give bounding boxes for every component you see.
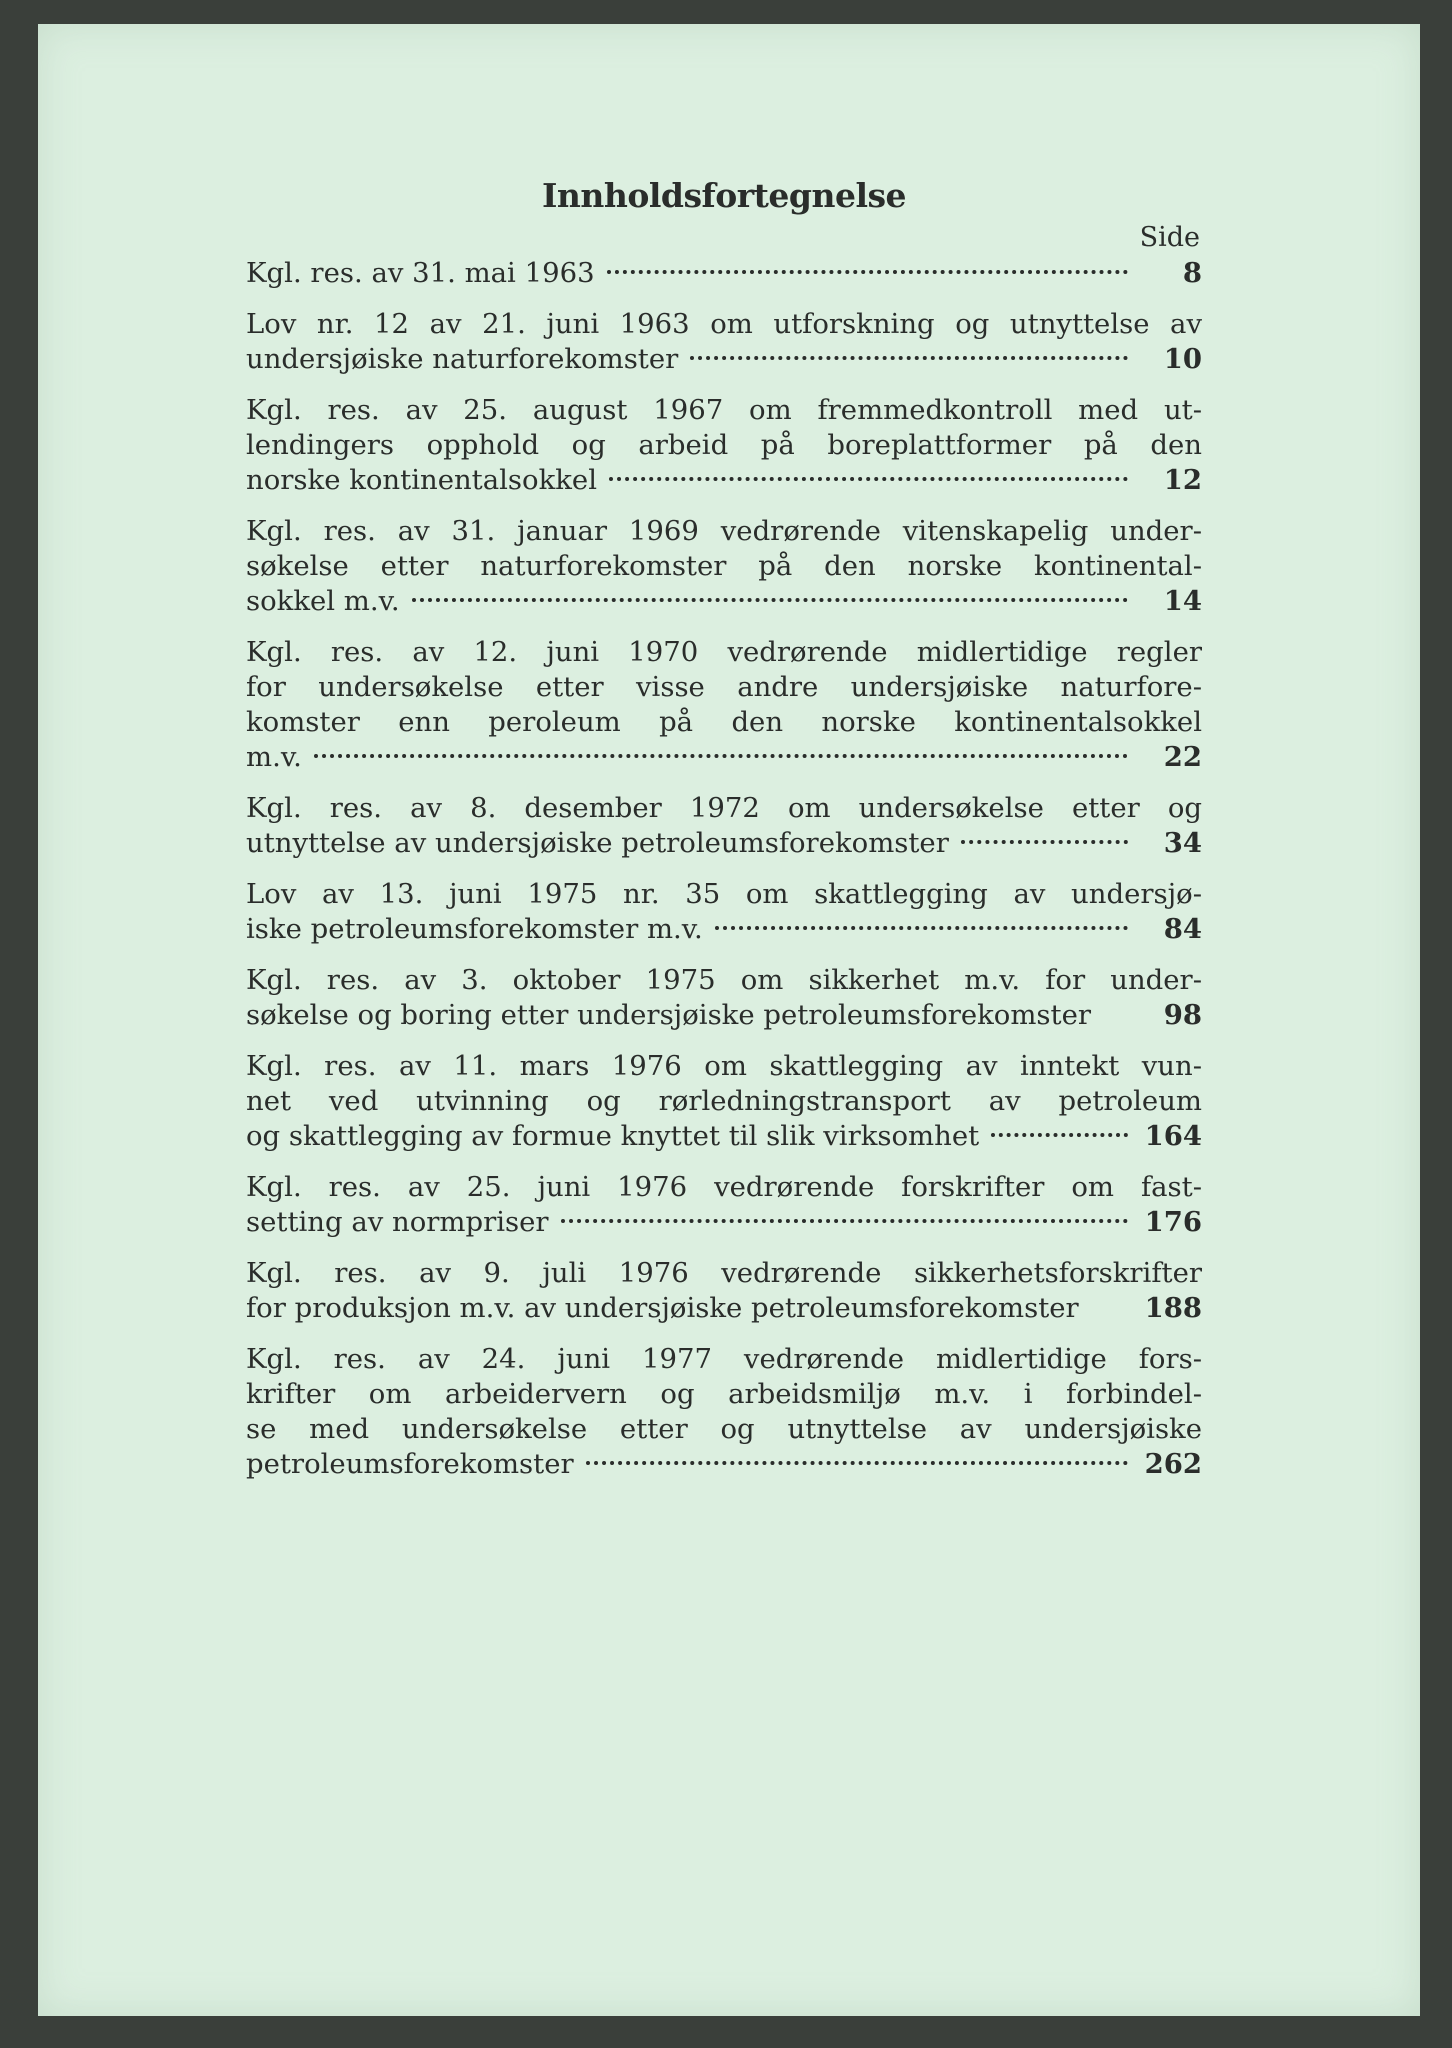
toc-page-number: 8 xyxy=(1182,257,1202,289)
toc-entry-text: utnyttelse av undersjøiske petroleumsforekomster xyxy=(246,827,949,859)
toc-entry-last-line xyxy=(246,1119,1202,1154)
toc-entry xyxy=(246,514,1202,619)
dot-leader xyxy=(991,1133,1128,1137)
toc-page-number: 22 xyxy=(1163,741,1202,773)
toc-entry-text: Kgl. res. av 31. mai 1963 xyxy=(246,257,595,289)
toc-entry-line: Kgl. res. av 25. juni 1976 vedrørende forskrifter om fast- xyxy=(246,1171,1202,1203)
dot-leader xyxy=(561,1219,1128,1223)
dot-leader xyxy=(690,356,1128,360)
dot-leader xyxy=(314,754,1128,758)
toc-entry-last-line xyxy=(246,912,1202,947)
toc-entry-last-line xyxy=(246,1205,1202,1240)
toc-entry-line: søkelse etter naturforekomster på den norske kontinental- xyxy=(246,550,1202,582)
toc-entry-last-line xyxy=(246,584,1202,619)
toc-entry-line: Lov av 13. juni 1975 nr. 35 om skattlegging av undersjø- xyxy=(246,878,1202,910)
toc-entries xyxy=(246,256,1202,1482)
toc-page-number: 164 xyxy=(1144,1120,1202,1152)
toc-page-number: 98 xyxy=(1163,999,1202,1031)
toc-entry-text: norske kontinentalsokkel xyxy=(246,464,597,496)
toc-entry-line: lendingers opphold og arbeid på boreplattformer på den xyxy=(246,429,1202,461)
toc-entry-last-line xyxy=(246,342,1202,377)
toc-entry xyxy=(246,635,1202,775)
toc-entry-text: iske petroleumsforekomster m.v. xyxy=(246,913,703,945)
toc-entry-text: søkelse og boring etter undersjøiske petroleumsforekomster xyxy=(246,999,1091,1031)
toc-page-number: 188 xyxy=(1144,1292,1202,1324)
dot-leader xyxy=(586,1461,1128,1465)
toc-entry xyxy=(246,1170,1202,1240)
toc-entry xyxy=(246,307,1202,377)
toc-entry-last-line xyxy=(246,256,1202,291)
toc-page-number: 84 xyxy=(1163,913,1202,945)
toc-entry xyxy=(246,1256,1202,1326)
dot-leader xyxy=(715,926,1128,930)
toc-entry xyxy=(246,791,1202,861)
toc-entry-line: Kgl. res. av 11. mars 1976 om skattlegging av inntekt vun- xyxy=(246,1050,1202,1082)
toc-entry-line: net ved utvinning og rørledningstransport av petroleum xyxy=(246,1085,1202,1117)
toc-entry-last-line xyxy=(246,463,1202,498)
toc-entry-line: Kgl. res. av 8. desember 1972 om undersøkelse etter og xyxy=(246,792,1202,824)
side-column-label: Side xyxy=(1139,222,1200,253)
toc-entry-text: petroleumsforekomster xyxy=(246,1448,574,1480)
toc-entry-text: undersjøiske naturforekomster xyxy=(246,343,679,375)
toc-entry-last-line xyxy=(246,1447,1202,1482)
toc-entry xyxy=(246,1049,1202,1154)
toc-entry-line: Kgl. res. av 25. august 1967 om fremmedkontroll med ut- xyxy=(246,394,1202,426)
table-of-contents xyxy=(246,174,1202,1498)
dot-leader xyxy=(961,840,1128,844)
toc-entry-text: for produksjon m.v. av undersjøiske petroleumsforekomster xyxy=(246,1292,1079,1324)
toc-entry-line: se med undersøkelse etter og utnyttelse av undersjøiske xyxy=(246,1413,1202,1445)
toc-entry xyxy=(246,256,1202,291)
toc-entry xyxy=(246,877,1202,947)
toc-entry-line: Kgl. res. av 31. januar 1969 vedrørende vitenskapelig under- xyxy=(246,515,1202,547)
toc-page-number: 10 xyxy=(1163,343,1202,375)
toc-page-number: 14 xyxy=(1163,585,1202,617)
toc-entry-line: Kgl. res. av 12. juni 1970 vedrørende midlertidige regler xyxy=(246,636,1202,668)
toc-entry-line: Kgl. res. av 24. juni 1977 vedrørende midlertidige fors- xyxy=(246,1343,1202,1375)
toc-entry-line: Lov nr. 12 av 21. juni 1963 om utforskning og utnyttelse av xyxy=(246,308,1202,340)
document-page xyxy=(38,24,1420,2016)
toc-entry xyxy=(246,393,1202,498)
toc-entry-line: krifter om arbeidervern og arbeidsmiljø m.v. i forbindel- xyxy=(246,1378,1202,1410)
toc-entry-text: setting av normpriser xyxy=(246,1206,549,1238)
toc-entry-line: Kgl. res. av 3. oktober 1975 om sikkerhet m.v. for under- xyxy=(246,964,1202,996)
toc-entry-line: Kgl. res. av 9. juli 1976 vedrørende sikkerhetsforskrifter xyxy=(246,1257,1202,1289)
toc-entry xyxy=(246,963,1202,1033)
toc-entry-last-line xyxy=(246,998,1202,1033)
toc-entry-text: sokkel m.v. xyxy=(246,585,400,617)
toc-entry-last-line xyxy=(246,826,1202,861)
dot-leader xyxy=(412,598,1128,602)
toc-page-number: 12 xyxy=(1163,464,1202,496)
toc-entry xyxy=(246,1342,1202,1482)
toc-entry-line: komster enn peroleum på den norske kontinentalsokkel xyxy=(246,706,1202,738)
dot-leader xyxy=(609,477,1128,481)
page-title: Innholdsfortegnelse xyxy=(541,176,907,215)
toc-entry-text: og skattlegging av formue knyttet til slik virksomhet xyxy=(246,1120,980,1152)
toc-entry-last-line xyxy=(246,740,1202,775)
toc-entry-line: for undersøkelse etter visse andre undersjøiske naturfore- xyxy=(246,671,1202,703)
toc-page-number: 34 xyxy=(1163,827,1202,859)
toc-page-number: 262 xyxy=(1144,1448,1202,1480)
toc-page-number: 176 xyxy=(1144,1206,1202,1238)
dot-leader xyxy=(607,270,1128,274)
toc-entry-text: m.v. xyxy=(246,741,302,773)
toc-entry-last-line xyxy=(246,1291,1202,1326)
